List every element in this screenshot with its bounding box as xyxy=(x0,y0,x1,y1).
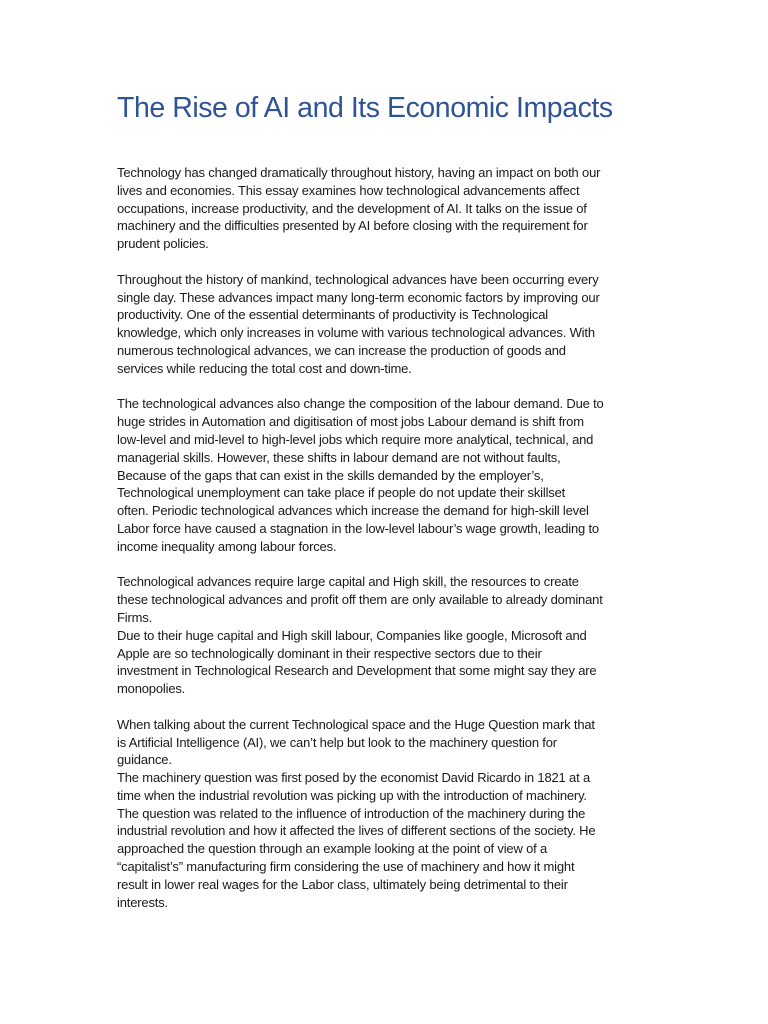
text-line: machinery and the difficulties presented by AI before closing with the requirement for xyxy=(117,218,588,234)
text-line: result in lower real wages for the Labor class, ultimately being detrimental to their xyxy=(117,876,568,892)
text-line: Because of the gaps that can exist in the skills demanded by the employer’s, xyxy=(117,467,544,483)
text-line: The machinery question was first posed by the economist David Ricardo in 1821 at a xyxy=(117,770,590,786)
paragraph-machinery-question xyxy=(117,716,657,912)
text-line: The technological advances also change the composition of the labour demand. Due to xyxy=(117,396,604,412)
text-line: huge strides in Automation and digitisation of most jobs Labour demand is shift from xyxy=(117,414,584,430)
text-line: interests. xyxy=(117,894,168,910)
text-line: approached the question through an example looking at the point of view of a xyxy=(117,841,548,857)
text-line: Apple are so technologically dominant in their respective sectors due to their xyxy=(117,645,542,661)
text-line: is Artificial Intelligence (AI), we can’t help but look to the machinery question for xyxy=(117,734,557,750)
paragraph-intro xyxy=(117,164,657,253)
text-line: industrial revolution and how it affected the lives of different sections of the society. He xyxy=(117,823,596,839)
text-line: numerous technological advances, we can increase the production of goods and xyxy=(117,342,566,358)
text-line: Throughout the history of mankind, technological advances have been occurring every xyxy=(117,271,599,287)
text-line: knowledge, which only increases in volume with various technological advances. With xyxy=(117,325,595,341)
document-title: The Rise of AI and Its Economic Impacts xyxy=(117,92,613,124)
text-line: When talking about the current Technological space and the Huge Question mark that xyxy=(117,716,595,732)
paragraph-productivity xyxy=(117,271,657,378)
text-line: Technological advances require large capital and High skill, the resources to create xyxy=(117,574,579,590)
text-line: these technological advances and profit off them are only available to already dominant xyxy=(117,592,603,608)
text-line: prudent policies. xyxy=(117,236,209,252)
text-line: time when the industrial revolution was picking up with the introduction of machinery. xyxy=(117,787,587,803)
paragraph-labour-demand xyxy=(117,395,657,555)
text-line: single day. These advances impact many long-term economic factors by improving our xyxy=(117,289,600,305)
text-line: low-level and mid-level to high-level jobs which require more analytical, technical, and xyxy=(117,431,594,447)
text-line: services while reducing the total cost and down-time. xyxy=(117,360,412,376)
text-line: lives and economies. This essay examines how technological advancements affect xyxy=(117,182,580,198)
text-line: guidance. xyxy=(117,752,172,768)
paragraph-spacer xyxy=(117,253,657,271)
text-line: managerial skills. However, these shifts in labour demand are not without faults, xyxy=(117,449,561,465)
text-line: Labor force have caused a stagnation in the low-level labour’s wage growth, leading to xyxy=(117,520,599,536)
text-line: The question was related to the influence of introduction of the machinery during the xyxy=(117,805,586,821)
document-body xyxy=(117,164,657,911)
text-line: Firms. xyxy=(117,609,153,625)
paragraph-spacer xyxy=(117,698,657,716)
text-line: productivity. One of the essential determinants of productivity is Technological xyxy=(117,307,548,323)
text-line: occupations, increase productivity, and the development of AI. It talks on the issue of xyxy=(117,200,587,216)
text-line: Technological unemployment can take place if people do not update their skillset xyxy=(117,485,566,501)
text-line: Due to their huge capital and High skill labour, Companies like google, Microsoft and xyxy=(117,627,587,643)
text-line: Technology has changed dramatically throughout history, having an impact on both our xyxy=(117,165,601,180)
paragraph-capital-firms xyxy=(117,573,657,698)
text-line: investment in Technological Research and Development that some might say they are xyxy=(117,663,597,679)
text-line: monopolies. xyxy=(117,681,186,697)
text-line: often. Periodic technological advances which increase the demand for high-skill level xyxy=(117,503,589,519)
paragraph-spacer xyxy=(117,378,657,396)
paragraph-spacer xyxy=(117,556,657,574)
text-line: income inequality among labour forces. xyxy=(117,538,337,554)
text-line: “capitalist’s” manufacturing firm considering the use of machinery and how it might xyxy=(117,859,575,875)
